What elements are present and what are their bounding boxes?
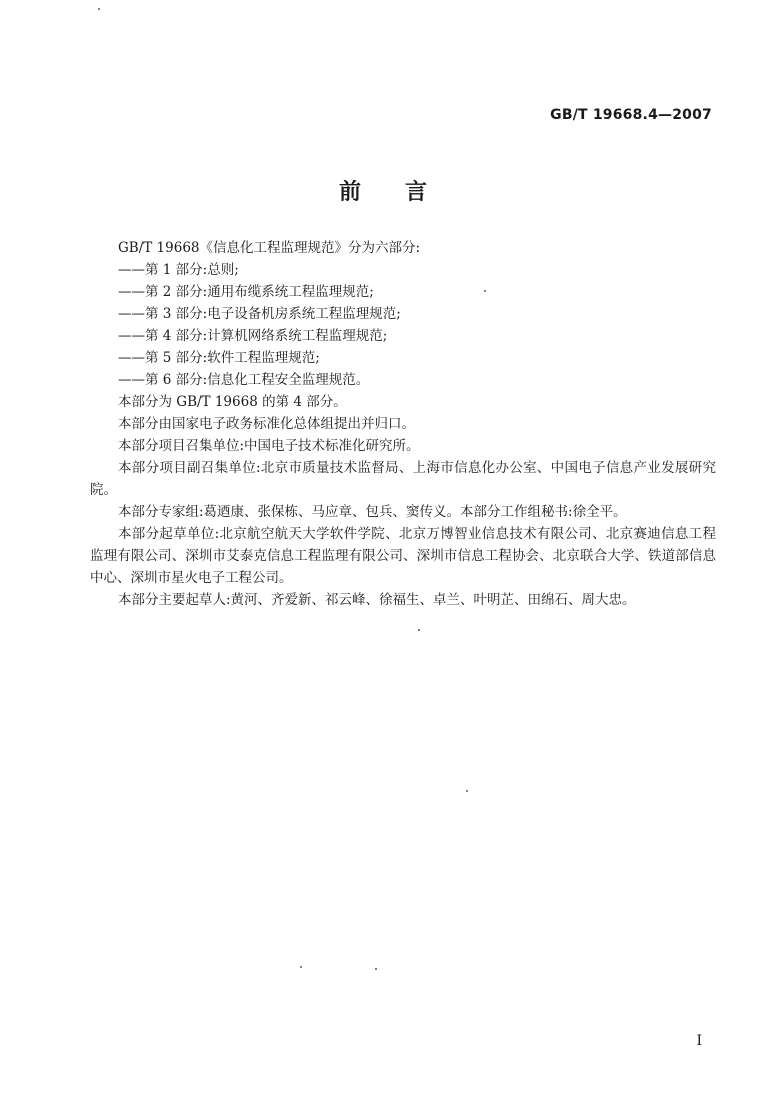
standard-code: GB/T 19668.4—2007 <box>550 107 712 123</box>
scan-speck <box>375 968 377 970</box>
scan-speck <box>418 629 420 631</box>
part-item-3: ——第 3 部分:电子设备机房系统工程监理规范; <box>118 306 401 322</box>
paragraph-main-drafters: 本部分主要起草人:黄河、齐爱新、祁云峰、徐福生、卓兰、叶明芷、田绵石、周大忠。 <box>118 592 636 608</box>
foreword-body <box>90 237 716 611</box>
page-number: I <box>696 1033 702 1049</box>
part-item-5: ——第 5 部分:软件工程监理规范; <box>118 350 320 366</box>
scan-speck <box>300 966 302 968</box>
part-item-4: ——第 4 部分:计算机网络系统工程监理规范; <box>118 328 388 344</box>
part-item-6: ——第 6 部分:信息化工程安全监理规范。 <box>118 372 370 388</box>
paragraph-expert-group: 本部分专家组:葛迺康、张保栋、马应章、包兵、窦传义。本部分工作组秘书:徐全平。 <box>118 504 627 520</box>
paragraph-vice-convener: 本部分项目副召集单位:北京市质量技术监督局、上海市信息化办公室、中国电子信息产业发展研究院。 <box>90 460 716 498</box>
paragraph-part-number: 本部分为 GB/T 19668 的第 4 部分。 <box>118 394 347 410</box>
paragraph-drafting-units: 本部分起草单位:北京航空航天大学软件学院、北京万博智业信息技术有限公司、北京赛迪信息工程监理有限公司、深圳市艾泰克信息工程监理有限公司、深圳市信息工程协会、北京联合大学、铁道部信息中心、深圳市星火电子工程公司。 <box>90 526 716 586</box>
paragraph-proposer: 本部分由国家电子政务标准化总体组提出并归口。 <box>118 416 415 432</box>
scan-speck <box>484 290 486 292</box>
scan-speck <box>466 790 468 792</box>
scan-speck <box>98 8 100 10</box>
page-title: 前言 <box>338 180 471 205</box>
part-item-2: ——第 2 部分:通用布缆系统工程监理规范; <box>118 284 374 300</box>
part-item-1: ——第 1 部分:总则; <box>118 262 239 278</box>
paragraph-convener: 本部分项目召集单位:中国电子技术标准化研究所。 <box>118 438 420 454</box>
intro-line: GB/T 19668《信息化工程监理规范》分为六部分: <box>118 240 421 256</box>
